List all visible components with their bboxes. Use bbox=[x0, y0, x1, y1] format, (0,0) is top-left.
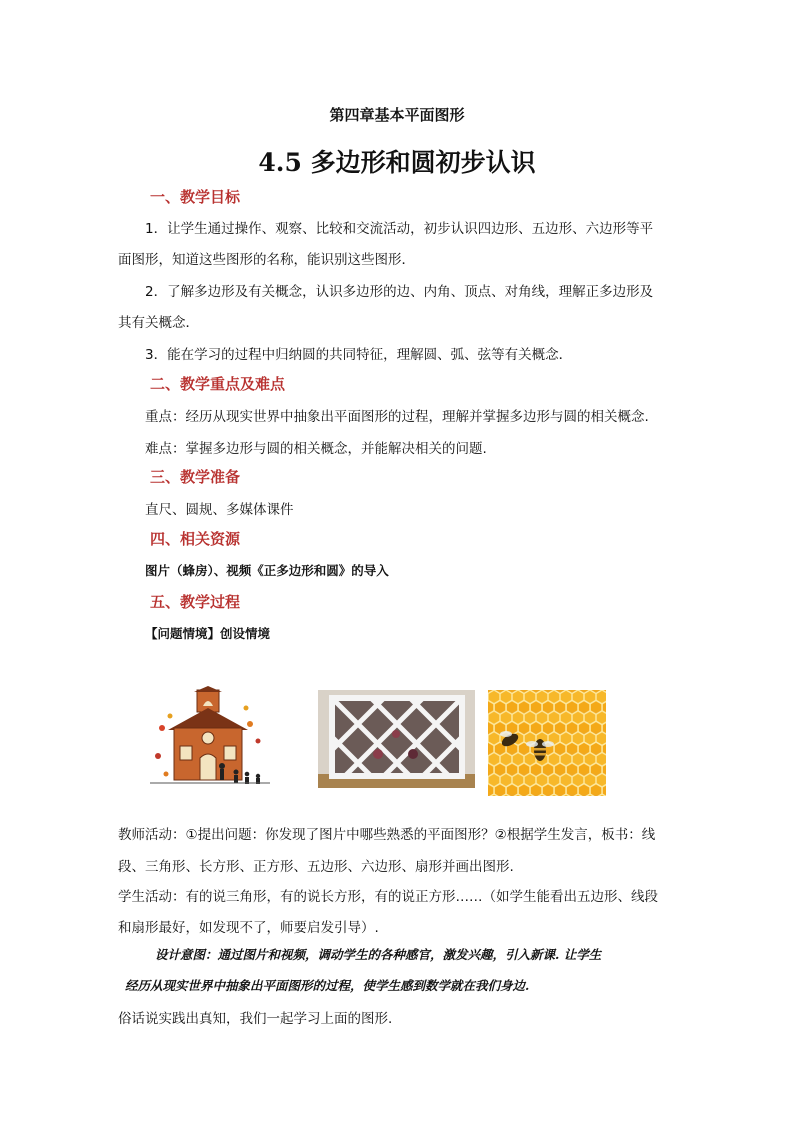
objective-3: 3．能在学习的过程中归纳圆的共同特征，理解圆、弧、弦等有关概念． bbox=[145, 347, 573, 363]
objective-1-line-2: 面图形，知道这些图形的名称，能识别这些图形． bbox=[118, 252, 415, 268]
section-heading-resources: 四、相关资源 bbox=[150, 530, 241, 548]
honeycomb-image bbox=[488, 690, 606, 796]
teacher-activity-line-2: 段、三角形、长方形、正方形、五边形、六边形、扇形并画出图形. bbox=[118, 859, 514, 875]
chapter-title: 第四章基本平面图形 bbox=[329, 106, 465, 124]
wine-rack-image bbox=[318, 690, 475, 788]
student-activity-line-1: 学生活动：有的说三角形，有的说长方形，有的说正方形……（如学生能看出五边形、线段 bbox=[118, 889, 658, 905]
section-heading-process: 五、教学过程 bbox=[150, 593, 241, 611]
schoolhouse-image bbox=[150, 686, 270, 794]
design-intent-line-2: 经历从现实世界中抽象出平面图形的过程，使学生感到数学就在我们身边. bbox=[125, 978, 530, 993]
key-point-important: 重点：经历从现实世界中抽象出平面图形的过程，理解并掌握多边形与圆的相关概念. bbox=[145, 409, 649, 425]
preparation-text: 直尺、圆规、多媒体课件 bbox=[145, 502, 294, 518]
closing-text: 俗话说实践出真知，我们一起学习上面的图形. bbox=[118, 1011, 393, 1027]
key-point-difficult: 难点：掌握多边形与圆的相关概念，并能解决相关的问题. bbox=[145, 441, 487, 457]
scenario-label: 【问题情境】创设情境 bbox=[145, 626, 271, 641]
section-heading-preparation: 三、教学准备 bbox=[150, 468, 241, 486]
teacher-activity-line-1: 教师活动：①提出问题：你发现了图片中哪些熟悉的平面图形？②根据学生发言，板书：线 bbox=[118, 827, 656, 843]
design-intent-line-1: 设计意图：通过图片和视频，调动学生的各种感官，激发兴趣，引入新课. 让学生 bbox=[155, 947, 602, 962]
objective-2-line-1: 2．了解多边形及有关概念，认识多边形的边、内角、顶点、对角线，理解正多边形及 bbox=[145, 284, 654, 300]
objective-1-line-1: 1．让学生通过操作、观察、比较和交流活动，初步认识四边形、五边形、六边形等平 bbox=[145, 221, 654, 237]
section-heading-objectives: 一、教学目标 bbox=[150, 188, 241, 206]
section-heading-key-points: 二、教学重点及难点 bbox=[150, 375, 286, 393]
resources-text: 图片（蜂房）、视频《正多边形和圆》的导入 bbox=[145, 563, 389, 578]
student-activity-line-2: 和扇形最好，如发现不了，师要启发引导）. bbox=[118, 920, 379, 936]
lesson-title: 4.5 多边形和圆初步认识 bbox=[258, 148, 536, 177]
objective-2-line-2: 其有关概念． bbox=[118, 315, 199, 331]
